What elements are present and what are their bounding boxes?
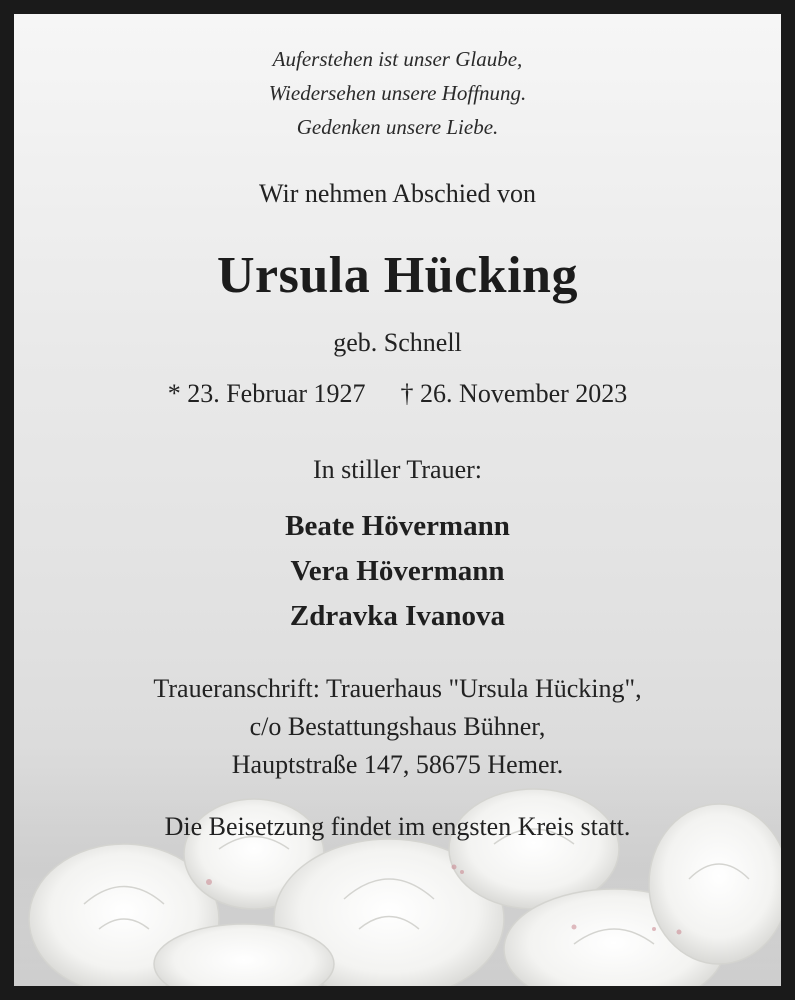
birth-date: * 23. Februar 1927 — [167, 379, 366, 408]
address-line-1: Traueranschrift: Trauerhaus "Ursula Hücking", — [153, 674, 642, 703]
mourner-name: Vera Hövermann — [290, 555, 505, 587]
obituary-text — [14, 14, 781, 986]
address-line-3: Hauptstraße 147, 58675 Hemer. — [231, 750, 564, 779]
verse-line-3: Gedenken unsere Liebe. — [296, 115, 499, 139]
deceased-name: Ursula Hücking — [217, 247, 578, 304]
verse-line-1: Auferstehen ist unser Glaube, — [272, 47, 523, 71]
maiden-name: geb. Schnell — [333, 328, 462, 357]
mourner-name: Zdravka Ivanova — [289, 600, 506, 632]
verse-line-2: Wiedersehen unsere Hoffnung. — [268, 81, 527, 105]
address-line-2: c/o Bestattungshaus Bühner, — [249, 712, 546, 741]
mourner-name: Beate Hövermann — [285, 510, 510, 542]
farewell-intro: Wir nehmen Abschied von — [259, 179, 536, 208]
mourning-intro: In stiller Trauer: — [313, 455, 482, 484]
funeral-note: Die Beisetzung findet im engsten Kreis statt. — [164, 812, 631, 841]
life-dates — [14, 379, 781, 409]
death-date: † 26. November 2023 — [400, 379, 628, 408]
